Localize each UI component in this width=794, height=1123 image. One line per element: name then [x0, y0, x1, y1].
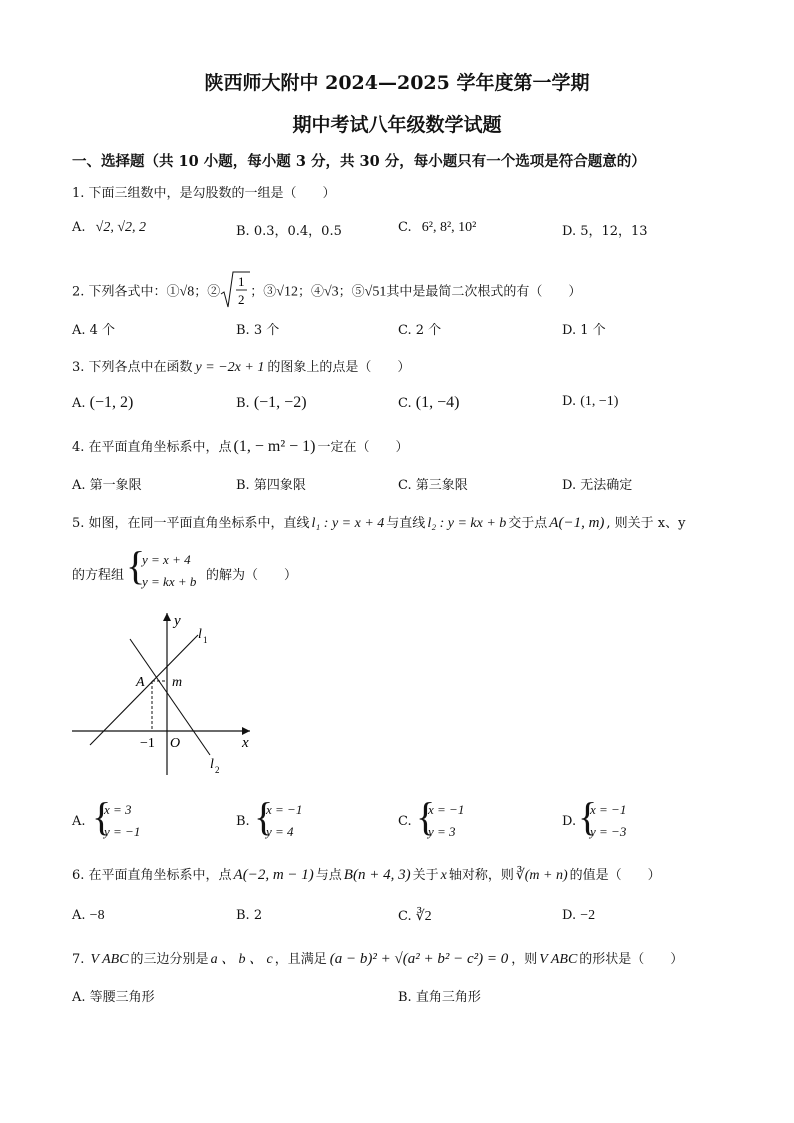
option-a-label: A. [72, 396, 86, 411]
q6-mid3: 轴对称，则 [448, 868, 514, 883]
option-b-math: (−1, −2) [253, 394, 307, 411]
question-1-stem: 1. 下面三组数中，是勾股数的一组是（ ） [72, 186, 336, 201]
q3-function: y = −2x + 1 [195, 360, 265, 375]
q6-stem-pre: 6. 在平面直角坐标系中，点 [72, 868, 232, 883]
q5-option-d-brace: { [578, 794, 598, 839]
option-c-math: (1, −4) [415, 394, 460, 411]
q5-tail: , 则关于 x、y [606, 516, 686, 531]
q2-sep-4: ；⑤ [338, 284, 365, 300]
q5-option-a-brace: { [92, 794, 112, 839]
q2-expr-3: √12 [276, 284, 298, 300]
q5-option-b-eq1[interactable]: x = −1 [266, 802, 303, 817]
option-d-math: (1, −1) [580, 394, 619, 409]
l2-subscript: 2 [215, 765, 220, 775]
q6-option-a[interactable] [72, 908, 105, 924]
l2-label: l [210, 757, 214, 772]
q7-stem-post: 的形状是（ ） [579, 952, 684, 967]
q5-option-c-label[interactable]: C. [398, 814, 412, 829]
neg-one-label: −1 [140, 736, 155, 751]
x-axis-arrow-icon [242, 727, 250, 735]
option-a-math: −8 [89, 908, 105, 923]
option-d-label: D. [562, 908, 577, 923]
option-a-label: A. [72, 220, 86, 235]
q7-mid3: ，则 [511, 952, 538, 967]
q5-option-b-eq2[interactable]: y = 4 [266, 824, 294, 839]
q1-option-d[interactable]: D. 5，12，13 [562, 224, 648, 239]
q4-stem-pre: 4. 在平面直角坐标系中，点 [72, 440, 232, 455]
section-heading: 一、选择题（共 10 小题，每小题 3 分，共 30 分，每小题只有一个选项是符合题意的） [72, 153, 646, 170]
q4-option-c[interactable]: C. 第三象限 [398, 478, 468, 493]
option-d-label: D. [562, 394, 577, 409]
q6-x-axis: x [440, 868, 447, 883]
q5-system-brace: { [126, 543, 146, 588]
q2-option-c[interactable]: C. 2 个 [398, 323, 442, 338]
q4-option-d[interactable]: D. 无法确定 [562, 478, 633, 493]
l1-subscript: 1 [203, 635, 208, 645]
q5-line-2: l₂ : y = kx + b [427, 516, 507, 531]
option-c-math: 6², 8², 10² [421, 220, 477, 235]
q5-mid: 与直线 [386, 516, 426, 531]
q5-option-b-label[interactable]: B. [236, 814, 250, 829]
q5-system-eq2: y = kx + b [142, 574, 197, 589]
q2-sep-1: ；② [194, 284, 221, 300]
l1-label: l [198, 627, 202, 642]
q5-line-1: l₁ : y = x + 4 [311, 516, 385, 531]
option-b-label: B. [236, 396, 250, 411]
q5-system-eq1: y = x + 4 [142, 552, 191, 567]
q4-point: (1, − m² − 1) [233, 438, 316, 455]
y-axis-arrow-icon [163, 613, 171, 621]
q6-option-b[interactable]: B. 2 [236, 908, 263, 923]
q3-stem-post: 的图象上的点是（ ） [267, 360, 411, 375]
q1-option-a[interactable] [72, 220, 146, 236]
q7-mid2: ，且满足 [274, 952, 327, 967]
option-c-label: C. [398, 909, 412, 924]
q5-option-a-eq1[interactable]: x = 3 [104, 802, 132, 817]
q5-option-a-label[interactable]: A. [72, 814, 86, 829]
q1-option-b[interactable]: B. 0.3，0.4，0.5 [236, 224, 342, 239]
option-c-label: C. [398, 396, 412, 411]
question-4-stem [72, 436, 409, 456]
q2-option-a[interactable]: A. 4 个 [72, 323, 116, 338]
q5-line-2-post: 的解为（ ） [206, 568, 298, 583]
question-6-stem [72, 864, 661, 884]
q4-stem-post: 一定在（ ） [317, 440, 409, 455]
origin-label: O [170, 736, 181, 751]
svg-text:2: 2 [238, 292, 245, 307]
option-a-math: √2, √2, 2 [95, 220, 147, 235]
q7-equation: (a − b)² + √(a² + b² − c²) = 0 [329, 951, 509, 967]
q4-option-a[interactable]: A. 第一象限 [72, 478, 142, 493]
q2-stem-post: 其中是最简二次根式的有（ ） [386, 284, 582, 300]
y-label: y [174, 613, 181, 629]
q1-option-c[interactable] [398, 220, 476, 236]
q2-expr-2 [220, 272, 250, 312]
question-2-stem [72, 272, 581, 312]
q6-point-a: A(−2, m − 1) [233, 867, 314, 883]
point-a-label: A [136, 675, 145, 690]
q3-option-b[interactable] [236, 394, 307, 412]
q5-option-c-eq1[interactable]: x = −1 [428, 802, 465, 817]
m-label: m [172, 675, 183, 690]
option-c-math: ∛2 [415, 909, 432, 924]
q7-mid: 的三边分别是 [130, 952, 209, 967]
q5-point-a: A(−1, m) [549, 515, 605, 531]
question-3-stem [72, 356, 410, 376]
q7-option-b[interactable]: B. 直角三角形 [398, 990, 481, 1005]
q5-option-d-eq1[interactable]: x = −1 [590, 802, 627, 817]
q5-option-c-eq2[interactable]: y = 3 [428, 824, 456, 839]
q2-sep-2: ；③ [250, 284, 277, 300]
line-l1 [90, 635, 198, 745]
question-5-stem [72, 512, 685, 532]
q2-expr-1: √8 [179, 284, 195, 300]
q2-expr-5: √51 [364, 284, 387, 300]
q2-expr-4: √3 [323, 284, 339, 300]
q5-option-d-eq2[interactable]: y = −3 [590, 824, 627, 839]
q3-stem-pre: 3. 下列各点中在函数 [72, 360, 193, 375]
q7-option-a[interactable]: A. 等腰三角形 [72, 990, 155, 1005]
option-d-math: −2 [580, 908, 596, 923]
q6-stem-post: 的值是（ ） [569, 868, 661, 883]
q5-option-b-brace: { [254, 794, 274, 839]
q5-stem-pre: 5. 如图，在同一平面直角坐标系中，直线 [72, 516, 310, 531]
q3-option-d[interactable] [562, 394, 618, 410]
q6-mid: 与点 [315, 868, 342, 883]
option-a-math: (−1, 2) [89, 394, 134, 411]
q6-option-c[interactable] [398, 908, 432, 925]
q2-option-d[interactable]: D. 1 个 [562, 323, 606, 338]
sqrt-fraction-icon [220, 270, 250, 310]
q7-stem-pre: 7. [72, 952, 85, 967]
q5-option-c-brace: { [416, 794, 436, 839]
q7-triangle-2: V ABC [539, 952, 578, 967]
q6-mid2: 关于 [412, 868, 439, 883]
svg-text:1: 1 [238, 274, 245, 289]
q6-point-b: B(n + 4, 3) [343, 867, 411, 883]
q2-stem-pre: 2. 下列各式中：① [72, 284, 180, 300]
q3-option-a[interactable] [72, 394, 133, 412]
question-7-stem [72, 948, 683, 968]
q4-option-b[interactable]: B. 第四象限 [236, 478, 306, 493]
q5-line-2-pre: 的方程组 [72, 568, 125, 583]
q7-sides: a 、 b 、 c [210, 952, 273, 967]
q3-option-c[interactable] [398, 394, 459, 412]
x-label: x [242, 735, 249, 751]
q6-option-d[interactable] [562, 908, 595, 924]
q2-sep-3: ；④ [297, 284, 324, 300]
q2-option-b[interactable]: B. 3 个 [236, 323, 280, 338]
q5-option-a-eq2[interactable]: y = −1 [104, 824, 141, 839]
q6-expr: ∛(m + n) [515, 868, 568, 883]
q5-mid2: 交于点 [508, 516, 548, 531]
exam-title: 陕西师大附中 2024—2025 学年度第一学期 [204, 72, 590, 94]
q7-triangle: V ABC [90, 952, 129, 967]
option-a-label: A. [72, 908, 86, 923]
exam-subtitle: 期中考试八年级数学试题 [292, 114, 502, 136]
option-c-label: C. [398, 220, 412, 235]
q5-graph [60, 605, 260, 785]
q5-option-d-label[interactable]: D. [562, 814, 577, 829]
